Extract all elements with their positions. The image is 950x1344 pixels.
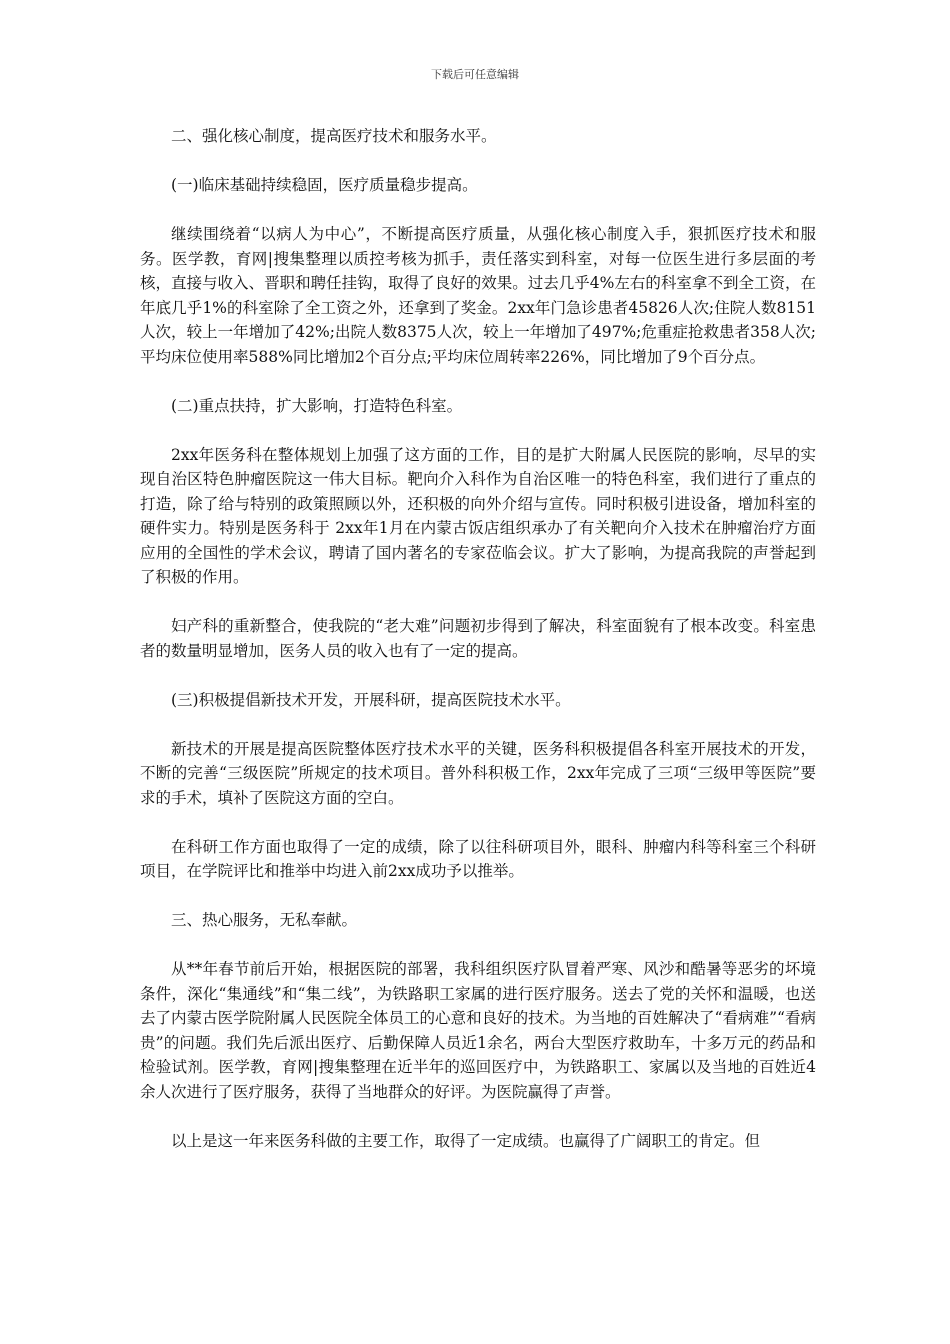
paragraph-quality: 继续围绕着“以病人为中心”，不断提高医疗质量，从强化核心制度入手，狠抓医疗技术和服务。医学教，育网|搜集整理以质控考核为抓手，责任落实到科室，对每一位医生进行多层面的考核，直接与收入、晋职和聘任挂钩，取得了良好的效果。过去几乎4%左右的科室拿不到全工资，在年底几乎1%的科室除了全工资之外，还拿到了奖金。2xx年门急诊患者45826人次;住院人数8151人次，较上一年增加了42%;出院人数8375人次，较上一年增加了497%;危重症抢救患者358人次;平均床位使用率588%同比增加2个百分点;平均床位周转率226%，同比增加了9个百分点。 — [140, 225, 816, 366]
document-body — [140, 124, 816, 1178]
paragraph-service: 从**年春节前后开始，根据医院的部署，我科组织医疗队冒着严寒、风沙和酷暑等恶劣的坏境条件，深化“集通线”和“集二线”，为铁路职工家属的进行医疗服务。送去了党的关怀和温暖，也送去了内蒙古医学院附属人民医院全体员工的心意和良好的技术。为当地的百姓解决了“看病难”“看病贵”的问题。我们先后派出医疗、后勤保障人员近1余名，两台大型医疗救助车，十多万元的药品和检验试剂。医学教，育网|搜集整理在近半年的巡回医疗中，为铁路职工、家属以及当地的百姓近4余人次进行了医疗服务，获得了当地群众的好评。为医院赢得了声誉。 — [140, 960, 816, 1101]
page-header: 下载后可任意编辑 — [431, 68, 519, 81]
paragraph-summary: 以上是这一年来医务科做的主要工作，取得了一定成绩。也赢得了广阔职工的肯定。但 — [171, 1131, 761, 1150]
subheading-2: (二)重点扶持，扩大影响，打造特色科室。 — [171, 396, 463, 415]
paragraph-research: 在科研工作方面也取得了一定的成绩，除了以往科研项目外，眼科、肿瘤内科等科室三个科研项目，在学院评比和推举中均进入前2xx成功予以推举。 — [140, 837, 816, 880]
subheading-3: (三)积极提倡新技术开发，开展科研，提高医院技术水平。 — [171, 690, 571, 709]
paragraph-obstetrics: 妇产科的重新整合，使我院的“老大难”问题初步得到了解决，科室面貌有了根本改变。科室患者的数量明显增加，医务人员的收入也有了一定的提高。 — [140, 617, 816, 660]
paragraph-new-technology: 新技术的开展是提高医院整体医疗技术水平的关键，医务科积极提倡各科室开展技术的开发，不断的完善“三级医院”所规定的技术项目。普外科积极工作，2xx年完成了三项“三级甲等医院”要求的手术，填补了医院这方面的空白。 — [140, 739, 816, 807]
subheading-1: (一)临床基础持续稳固，医疗质量稳步提高。 — [171, 176, 478, 194]
heading-section-3: 三、热心服务，无私奉献。 — [171, 911, 358, 929]
heading-section-2: 二、强化核心制度，提高医疗技术和服务水平。 — [171, 127, 497, 145]
paragraph-special-department: 2xx年医务科在整体规划上加强了这方面的工作，目的是扩大附属人民医院的影响，尽早的实现自治区特色肿瘤医院这一伟大目标。靶向介入科作为自治区唯一的特色科室，我们进行了重点的打造，除了给与特别的政策照顾以外，还积极的向外介绍与宣传。同时积极引进设备，增加科室的硬件实力。特别是医务科于 2xx年1月在内蒙古饭店组织承办了有关靶向介入技术在肿瘤治疗方面应用的全国性的学术会议，聘请了国内著名的专家莅临会议。扩大了影响，为提高我院的声誉起到了积极的作用。 — [140, 445, 816, 586]
